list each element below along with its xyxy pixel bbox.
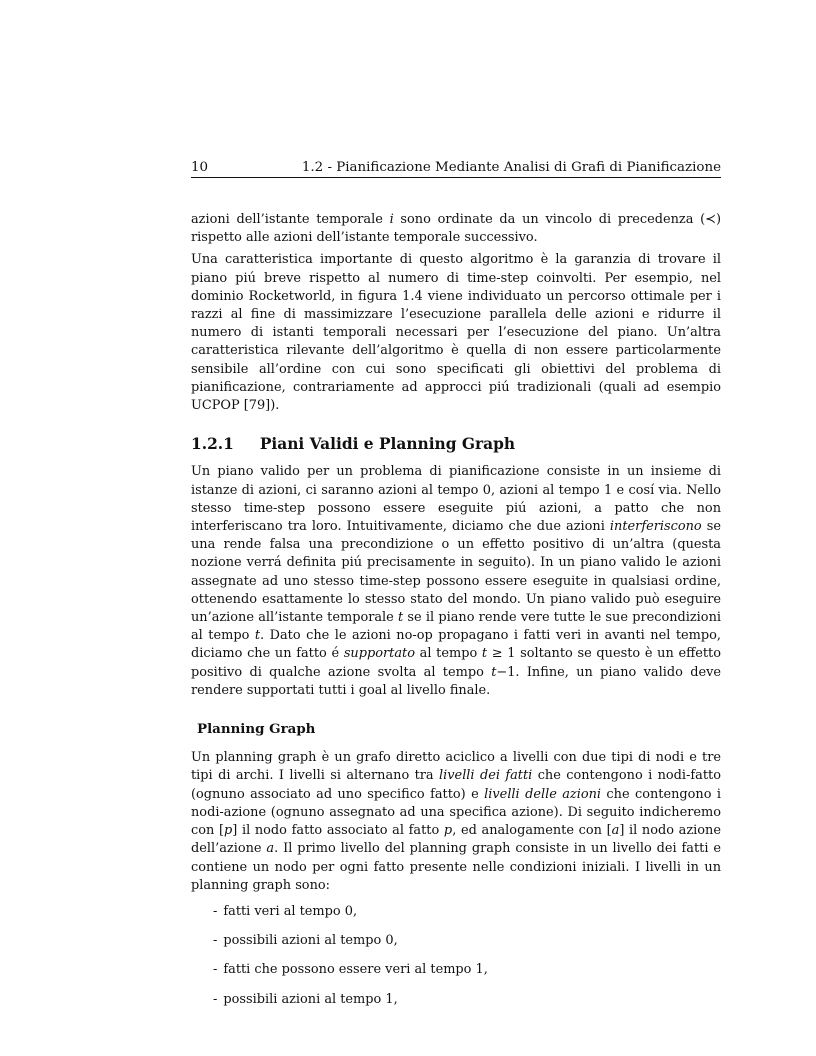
emphasis: livelli delle azioni xyxy=(484,786,602,802)
subsection-heading: Planning Graph xyxy=(197,721,316,738)
list-item xyxy=(213,932,721,950)
paragraph-1 xyxy=(191,211,721,247)
math-variable: p xyxy=(443,823,453,839)
math-variable: a xyxy=(611,823,620,839)
list-item xyxy=(213,961,721,979)
emphasis: livelli dei fatti xyxy=(439,768,533,784)
text-run: azioni dell’istante temporale xyxy=(191,212,390,227)
text-run: Un planning graph è un grafo diretto aciclico a livelli con due tipi di nodi e tre tipi di archi. I livelli si alternano tra xyxy=(191,750,721,784)
text-run: , ed analogamente con [ xyxy=(452,823,612,839)
math-variable: t xyxy=(491,664,497,680)
running-header xyxy=(191,160,721,178)
section-paragraph xyxy=(191,463,721,700)
list-item-text: possibili azioni al tempo 1, xyxy=(223,991,398,1007)
text-run: al tempo xyxy=(414,646,482,662)
bullet-dash: - xyxy=(213,962,218,978)
text-run: che contengono i nodi-fatto (ognuno associato ad uno specifico fatto) e xyxy=(191,768,721,802)
text-run: che contengono i nodi-azione (ognuno assegnato ad una specifica azione). Di seguito indicheremo con [ xyxy=(191,786,721,839)
text-run: ≥ 1 soltanto se questo è un effetto positivo di qualche azione svolta al tempo xyxy=(191,646,721,680)
bullet-dash: - xyxy=(213,933,218,949)
text-run: Un piano valido per un problema di pianificazione consiste in un insieme di istanze di azioni, ci saranno azioni al tempo 0, azioni al tempo 1 e cosí via. Nello stesso time-step possono essere eseguite piú azioni, a patto che non interferiscano tra loro. Intuitivamente, diciamo che due azioni xyxy=(191,464,721,535)
list-item xyxy=(213,991,721,1009)
levels-list xyxy=(213,903,721,1009)
running-title: 1.2 - Pianificazione Mediante Analisi di Grafi di Pianificazione xyxy=(301,160,721,175)
text-run: ] il nodo fatto associato al fatto xyxy=(232,823,444,839)
section-heading xyxy=(191,435,721,453)
list-item-text: fatti veri al tempo 0, xyxy=(223,903,358,919)
math-variable: t xyxy=(481,646,488,662)
emphasis: interferiscono xyxy=(609,519,702,535)
math-variable: p xyxy=(223,823,233,839)
math-variable: t xyxy=(398,610,404,626)
text-run: sono ordinate da un vincolo di precedenza (≺) rispetto alle azioni dell’istante temporale successivo. xyxy=(191,212,721,246)
text-run: se il piano rende vere tutte le sue precondizioni al tempo xyxy=(191,610,721,644)
page-number: 10 xyxy=(191,160,209,175)
text-run: −1. Infine, un piano valido deve rendere supportati tutti i goal al livello finale. xyxy=(191,664,721,698)
paragraph-2: Una caratteristica importante di questo algoritmo è la garanzia di trovare il piano piú breve rispetto al numero di time-step coinvolti. Per esempio, nel dominio Rocketworld, in figura 1.4 viene individuato un percorso ottimale per i razzi al fine di massimizzare l’esecuzione parallela delle azioni e ridurre il numero di istanti temporali necessari per l’esecuzione del piano. Un’altra caratteristica rilevante dell’algoritmo è quella di non essere particolarmente sensibile all’ordine con cui sono specificati gli obiettivi del problema di pianificazione, contrariamente ad approcci piú tradizionali (quali ad esempio UCPOP [79]). xyxy=(191,252,721,414)
text-run: se una rende falsa una precondizione o un effetto positivo di un’altra (questa nozione verrá definita piú precisamente in seguito). In un piano valido le azioni assegnate ad uno stesso time-step possono essere eseguite in qualsiasi ordine, ottenendo esattamente lo stesso stato del mondo. Un piano valido può eseguire un’azione all’istante temporale xyxy=(191,519,722,626)
body-text xyxy=(191,211,721,1009)
list-item xyxy=(213,903,721,921)
text-run: ] il nodo azione dell’azione xyxy=(191,823,721,857)
section-title: Piani Validi e Planning Graph xyxy=(259,435,516,454)
list-item-text: possibili azioni al tempo 0, xyxy=(223,933,398,949)
page xyxy=(191,160,721,1020)
bullet-dash: - xyxy=(213,903,218,919)
bullet-dash: - xyxy=(213,991,218,1007)
text-run: . Il primo livello del planning graph consiste in un livello dei fatti e contiene un nodo per ogni fatto presente nelle condizioni iniziali. I livelli in un planning graph sono: xyxy=(191,841,721,893)
math-variable: t xyxy=(254,628,261,644)
math-variable: i xyxy=(389,212,394,227)
section-number: 1.2.1 xyxy=(191,435,234,454)
emphasis: supportato xyxy=(343,646,415,662)
list-item-text: fatti che possono essere veri al tempo 1, xyxy=(223,962,488,978)
text-run: . Dato che le azioni no-op propagano i fatti veri in avanti nel tempo, diciamo che un fatto é xyxy=(191,628,721,662)
subsection-paragraph xyxy=(191,749,721,895)
math-variable: a xyxy=(266,841,275,857)
